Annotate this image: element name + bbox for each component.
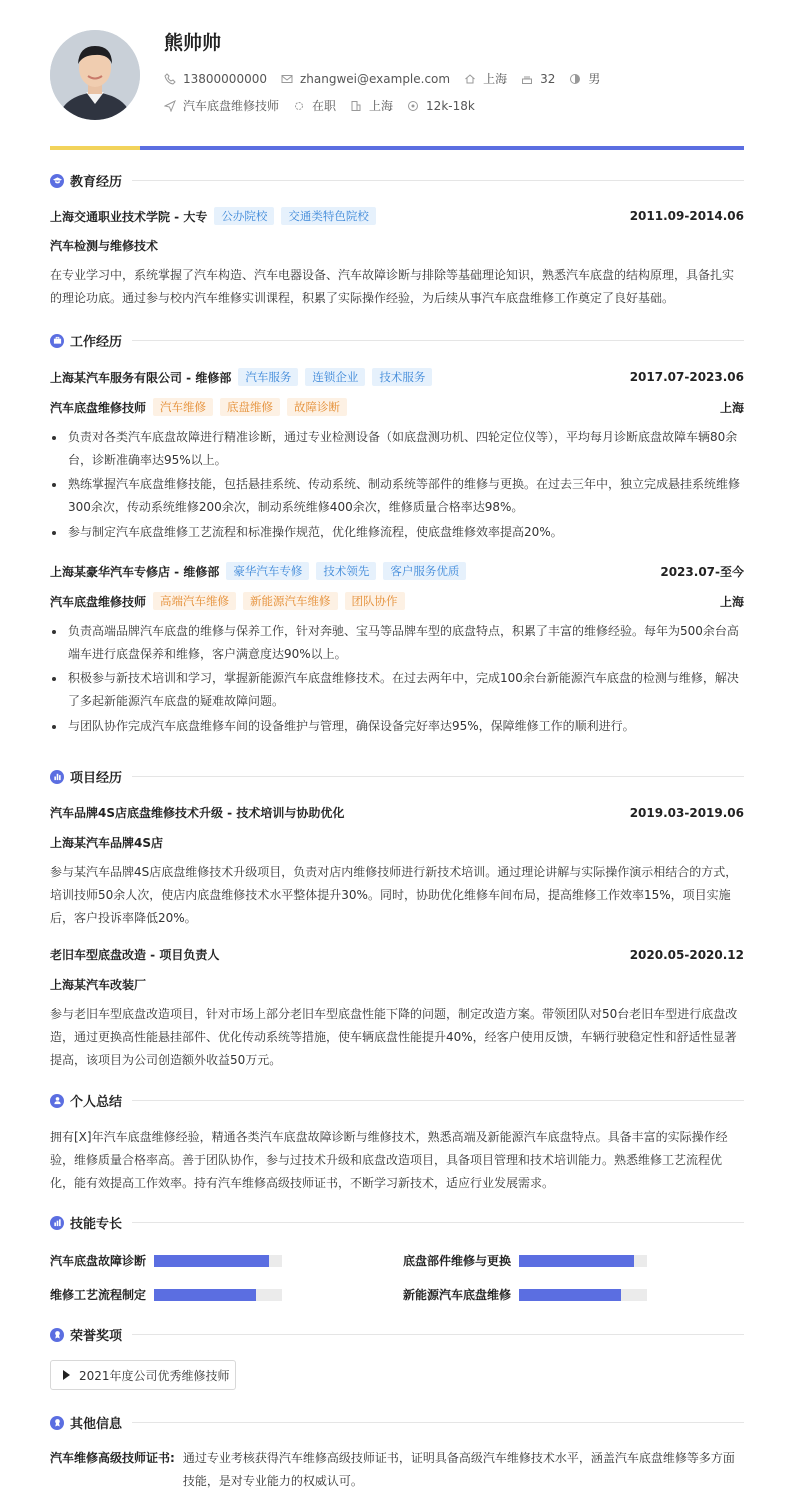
skill-item bbox=[403, 1252, 647, 1269]
role-tag: 团队协作 bbox=[345, 592, 405, 610]
section-education bbox=[50, 171, 744, 190]
section-summary bbox=[50, 1091, 744, 1110]
phone-item bbox=[164, 72, 267, 86]
company-tag: 客户服务优质 bbox=[383, 562, 466, 580]
role-name: 汽车底盘维修技师 bbox=[50, 594, 147, 609]
education-description: 在专业学习中，系统掌握了汽车构造、汽车电器设备、汽车故障诊断与排除等基础理论知识，熟悉汽车底盘的结构原理，具备扎实的理论功底。通过参与校内汽车维修实训课程，积累了实际操作经验，为后续从事汽车底盘维修工作奠定了良好基础。 bbox=[50, 268, 735, 305]
section-work bbox=[50, 331, 744, 350]
job-intent-row bbox=[164, 97, 489, 114]
other-info-label: 汽车维修高级技师证书: bbox=[50, 1451, 175, 1465]
skill-item bbox=[50, 1252, 282, 1269]
cake-icon bbox=[521, 73, 533, 85]
work-bullet: 参与制定汽车底盘维修工艺流程和标准操作规范，优化维修流程，使底盘维修效率提高20%。 bbox=[50, 521, 744, 544]
skill-bar-fill bbox=[519, 1255, 634, 1267]
work-date: 2023.07-至今 bbox=[660, 564, 744, 579]
section-other bbox=[50, 1413, 744, 1432]
role-tag: 高端汽车维修 bbox=[153, 592, 236, 610]
briefcase-icon bbox=[50, 334, 64, 348]
project-title-row bbox=[50, 946, 744, 963]
skill-bar-fill bbox=[154, 1255, 269, 1267]
section-rule bbox=[132, 180, 744, 181]
education-header bbox=[50, 207, 744, 225]
avatar bbox=[50, 30, 140, 120]
section-rule bbox=[132, 1100, 744, 1101]
section-skills bbox=[50, 1213, 744, 1232]
home-icon bbox=[464, 73, 476, 85]
gender-icon bbox=[569, 73, 581, 85]
project-org: 上海某汽车品牌4S店 bbox=[50, 836, 163, 850]
play-triangle-icon bbox=[63, 1370, 70, 1380]
project-date: 2020.05-2020.12 bbox=[629, 947, 744, 962]
project-org-row bbox=[50, 976, 744, 993]
skill-bar bbox=[519, 1289, 647, 1301]
user-icon bbox=[50, 1094, 64, 1108]
building-icon bbox=[350, 100, 362, 112]
company-tag: 连锁企业 bbox=[305, 368, 365, 386]
section-rule bbox=[132, 776, 744, 777]
education-major-row bbox=[50, 237, 744, 254]
work-bullet: 负责高端品牌汽车底盘的维修与保养工作，针对奔驰、宝马等品牌车型的底盘特点，积累了丰富的维修经验。每年为500余台高端车进行底盘保养和维修，客户满意度达90%以上。 bbox=[50, 620, 744, 666]
status-gear-icon bbox=[293, 100, 305, 112]
section-rule bbox=[132, 1422, 744, 1423]
skill-name: 汽车底盘故障诊断 bbox=[50, 1254, 147, 1268]
email-text: zhangwei@example.com bbox=[299, 71, 451, 86]
section-title-skills: 技能专长 bbox=[70, 1217, 123, 1232]
email-icon bbox=[281, 73, 293, 85]
project-description: 参与某汽车品牌4S店底盘维修技术升级项目，负责对店内维修技师进行新技术培训。通过理论讲解与实际操作演示相结合的方式，培训技师50余人次，使店内底盘维修技术水平整体提升30%。同时，协助优化维修车间布局，提高维修工作效率15%，项目实施后，客户投诉率降低20%。 bbox=[50, 865, 738, 925]
skills-chart-icon bbox=[50, 1216, 64, 1230]
work-company-row bbox=[50, 368, 744, 386]
work-role-row bbox=[50, 592, 744, 610]
other-info-row bbox=[50, 1447, 744, 1493]
section-rule bbox=[132, 1334, 744, 1335]
company-tag: 技术服务 bbox=[372, 368, 432, 386]
work-bullet: 熟练掌握汽车底盘维修技能，包括悬挂系统、传动系统、制动系统等部件的维修与更换。在过去三年中，独立完成悬挂系统维修300余次，传动系统维修200余次，制动系统维修400余次，维修质量合格率达98%。 bbox=[50, 473, 744, 519]
major-name: 汽车检测与维修技术 bbox=[50, 239, 159, 253]
skill-name: 维修工艺流程制定 bbox=[50, 1288, 147, 1302]
honor-item bbox=[50, 1360, 236, 1390]
status-item bbox=[293, 97, 336, 114]
project-description: 参与老旧车型底盘改造项目，针对市场上部分老旧车型底盘性能下降的问题，制定改造方案。带领团队对50台老旧车型进行底盘改造，通过更换高性能悬挂部件、优化传动系统等措施，使车辆底盘性能提升40%，经客户使用反馈，车辆行驶稳定性和舒适性显著提高，该项目为公司创造额外收益50万元。 bbox=[50, 1007, 738, 1067]
skill-name: 新能源汽车底盘维修 bbox=[403, 1288, 512, 1302]
role-tag: 底盘维修 bbox=[220, 398, 280, 416]
graduation-cap-icon bbox=[50, 174, 64, 188]
location-item bbox=[464, 70, 507, 87]
skill-bar bbox=[519, 1255, 647, 1267]
honor-text: 2021年度公司优秀维修技师 bbox=[79, 1368, 230, 1383]
company-tag: 技术领先 bbox=[316, 562, 376, 580]
role-tag: 故障诊断 bbox=[287, 398, 347, 416]
project-title: 老旧车型底盘改造 - 项目负责人 bbox=[50, 948, 220, 962]
section-rule bbox=[132, 1222, 744, 1223]
bar-chart-icon bbox=[50, 770, 64, 784]
project-title-row bbox=[50, 804, 744, 821]
section-title-project: 项目经历 bbox=[70, 771, 123, 786]
project-date: 2019.03-2019.06 bbox=[629, 805, 744, 820]
project-org-row bbox=[50, 834, 744, 851]
gender-text: 男 bbox=[588, 72, 601, 86]
skill-item bbox=[50, 1286, 282, 1303]
role-name: 汽车底盘维修技师 bbox=[50, 400, 147, 415]
header-divider-accent bbox=[50, 146, 140, 150]
company-name: 上海某豪华汽车专修店 - 维修部 bbox=[50, 564, 220, 579]
salary-item bbox=[407, 99, 475, 113]
skill-name: 底盘部件维修与更换 bbox=[403, 1254, 512, 1268]
age-item bbox=[521, 72, 555, 86]
section-honors bbox=[50, 1325, 744, 1344]
school-tag: 公办院校 bbox=[214, 207, 274, 225]
company-tag: 汽车服务 bbox=[238, 368, 298, 386]
candidate-name: 熊帅帅 bbox=[164, 32, 222, 54]
email-item bbox=[281, 72, 450, 86]
work-company-row bbox=[50, 562, 744, 580]
city-item bbox=[350, 97, 393, 114]
other-award-icon bbox=[50, 1416, 64, 1430]
section-title-other: 其他信息 bbox=[70, 1417, 123, 1432]
send-icon bbox=[164, 100, 176, 112]
work-date: 2017.07-2023.06 bbox=[629, 370, 744, 384]
section-project bbox=[50, 767, 744, 786]
work-city: 上海 bbox=[719, 594, 744, 609]
gender-item bbox=[569, 70, 600, 87]
work-city: 上海 bbox=[719, 400, 744, 415]
role-tag: 新能源汽车维修 bbox=[243, 592, 338, 610]
contact-row bbox=[164, 70, 614, 87]
position-item bbox=[164, 97, 279, 114]
salary-icon bbox=[407, 100, 419, 112]
school-tag: 交通类特色院校 bbox=[281, 207, 376, 225]
salary-text: 12k-18k bbox=[426, 98, 475, 113]
section-title-summary: 个人总结 bbox=[70, 1095, 123, 1110]
education-date: 2011.09-2014.06 bbox=[629, 209, 744, 223]
skill-bar bbox=[154, 1289, 282, 1301]
work-bullet: 积极参与新技术培训和学习，掌握新能源汽车底盘维修技术。在过去两年中，完成100余台新能源汽车底盘的检测与维修，解决了多起新能源汽车底盘的疑难故障问题。 bbox=[50, 667, 744, 713]
work-bullet: 与团队协作完成汽车底盘维修车间的设备维护与管理，确保设备完好率达95%，保障维修工作的顺利进行。 bbox=[50, 715, 744, 738]
work-bullet: 负责对各类汽车底盘故障进行精准诊断，通过专业检测设备（如底盘测功机、四轮定位仪等），平均每月诊断底盘故障车辆80余台，诊断准确率达95%以上。 bbox=[50, 426, 744, 472]
phone-icon bbox=[164, 73, 176, 85]
skill-bar-fill bbox=[154, 1289, 256, 1301]
school-name: 上海交通职业技术学院 - 大专 bbox=[50, 209, 208, 224]
phone-text: 13800000000 bbox=[183, 71, 267, 86]
summary-text: 拥有[X]年汽车底盘维修经验，精通各类汽车底盘故障诊断与维修技术，熟悉高端及新能源汽车底盘特点。具备丰富的实际操作经验，维修质量合格率高。善于团队协作，参与过技术升级和底盘改造项目，具备项目管理和技术培训能力。熟悉维修工艺流程优化，能有效提高工作效率。持有汽车维修高级技师证书，不断学习新技术，适应行业发展需求。 bbox=[50, 1130, 728, 1190]
project-title: 汽车品牌4S店底盘维修技术升级 - 技术培训与协助优化 bbox=[50, 806, 345, 820]
section-title-honors: 荣誉奖项 bbox=[70, 1329, 123, 1344]
skill-bar bbox=[154, 1255, 282, 1267]
position-text: 汽车底盘维修技师 bbox=[183, 99, 280, 113]
city-text: 上海 bbox=[369, 99, 394, 113]
section-title-education: 教育经历 bbox=[70, 175, 123, 190]
status-text: 在职 bbox=[312, 99, 337, 113]
project-org: 上海某汽车改装厂 bbox=[50, 978, 147, 992]
section-title-work: 工作经历 bbox=[70, 335, 123, 350]
award-icon bbox=[50, 1328, 64, 1342]
skill-bar-fill bbox=[519, 1289, 621, 1301]
skill-item bbox=[403, 1286, 647, 1303]
company-tag: 豪华汽车专修 bbox=[226, 562, 309, 580]
company-name: 上海某汽车服务有限公司 - 维修部 bbox=[50, 370, 232, 385]
header-divider bbox=[140, 146, 744, 150]
section-rule bbox=[132, 340, 744, 341]
avatar-portrait-icon bbox=[50, 30, 140, 120]
location-text: 上海 bbox=[483, 72, 508, 86]
role-tag: 汽车维修 bbox=[153, 398, 213, 416]
work-role-row bbox=[50, 398, 744, 416]
age-text: 32 bbox=[540, 71, 556, 86]
other-info-value: 通过专业考核获得汽车维修高级技师证书，证明具备高级汽车维修技术水平，涵盖汽车底盘维修等多方面技能，是对专业能力的权威认可。 bbox=[182, 1451, 735, 1488]
